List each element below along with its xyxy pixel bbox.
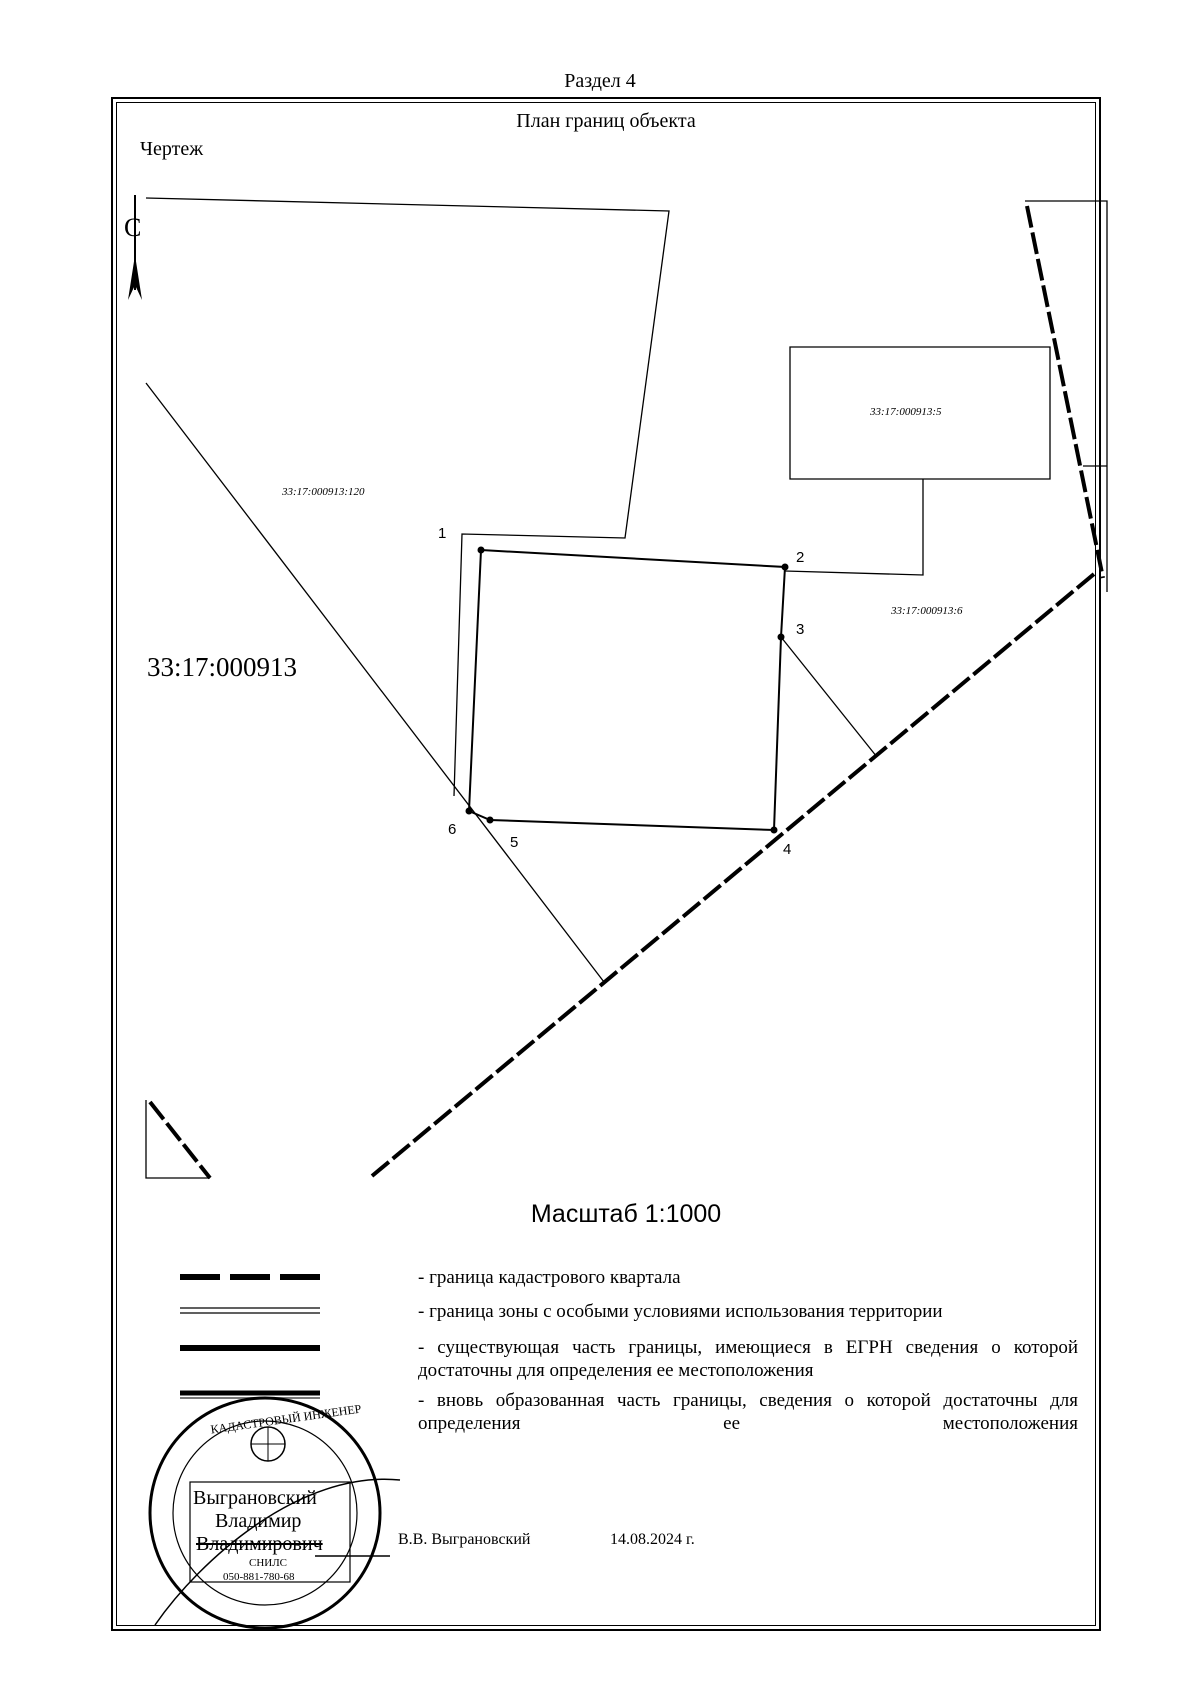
scale-label: Масштаб 1:1000 <box>530 1200 722 1228</box>
point-6-marker <box>466 808 473 815</box>
plan-title: План границ объекта <box>516 110 696 132</box>
parcel-6-boundary <box>785 479 923 575</box>
quarter-boundary-main <box>372 574 1094 1176</box>
point-6-label: 6 <box>448 821 457 838</box>
legend-text-2: - граница зоны с особыми условиями использования территории <box>418 1301 943 1322</box>
point-2-label: 2 <box>796 549 805 566</box>
north-arrow-icon <box>124 195 142 300</box>
parcel-6-label: 33:17:000913:6 <box>891 605 963 617</box>
point-3-label: 3 <box>796 621 805 638</box>
stamp-ring-text: КАДАСТРОВЫЙ ИНЖЕНЕР <box>209 1401 363 1437</box>
point-4-label: 4 <box>783 841 792 858</box>
legend-text-1: - граница кадастрового квартала <box>418 1267 681 1288</box>
point-1-label: 1 <box>438 525 447 542</box>
legend-text-3: - существующая часть границы, имеющиеся в ЕГРН сведения о которой достаточны для определения ее местоположения <box>418 1337 1078 1381</box>
legend-symbol-double <box>180 1308 320 1313</box>
point-2-marker <box>782 564 789 571</box>
parcel-5-label: 33:17:000913:5 <box>870 406 942 418</box>
point-5-marker <box>487 817 494 824</box>
object-boundary <box>469 550 785 830</box>
quarter-boundary-right <box>1027 206 1103 578</box>
stamp-snils-number: 050-881-780-68 <box>223 1571 295 1583</box>
signature-date: 14.08.2024 г. <box>610 1531 695 1548</box>
drawing-label: Чертеж <box>140 138 204 160</box>
point-1-marker <box>478 547 485 554</box>
point-4-marker <box>771 827 778 834</box>
parcel-120-diagonal <box>146 383 604 982</box>
stamp-name-line3: Владимирович <box>196 1533 323 1555</box>
section-header: Раздел 4 <box>564 70 636 92</box>
quarter-boundary-corner <box>150 1102 210 1178</box>
stamp-snils-label: СНИЛС <box>249 1557 288 1569</box>
object-ext-line <box>781 637 877 757</box>
north-arrow-letter: С <box>124 213 142 242</box>
stamp-name-line2: Владимир <box>215 1510 302 1532</box>
parcel-120-boundary <box>146 198 669 796</box>
legend-text-4: - вновь образованная часть границы, сведения о которой достаточны для определения ее местоположения <box>418 1390 1078 1434</box>
parcel-120-label: 33:17:000913:120 <box>282 486 365 498</box>
point-3-marker <box>778 634 785 641</box>
point-5-label: 5 <box>510 834 519 851</box>
stamp-name-line1: Выграновский <box>193 1487 317 1509</box>
signature-name: В.В. Выграновский <box>398 1531 531 1548</box>
quarter-number: 33:17:000913 <box>147 652 298 682</box>
legend-symbol-solid-double <box>180 1393 320 1398</box>
